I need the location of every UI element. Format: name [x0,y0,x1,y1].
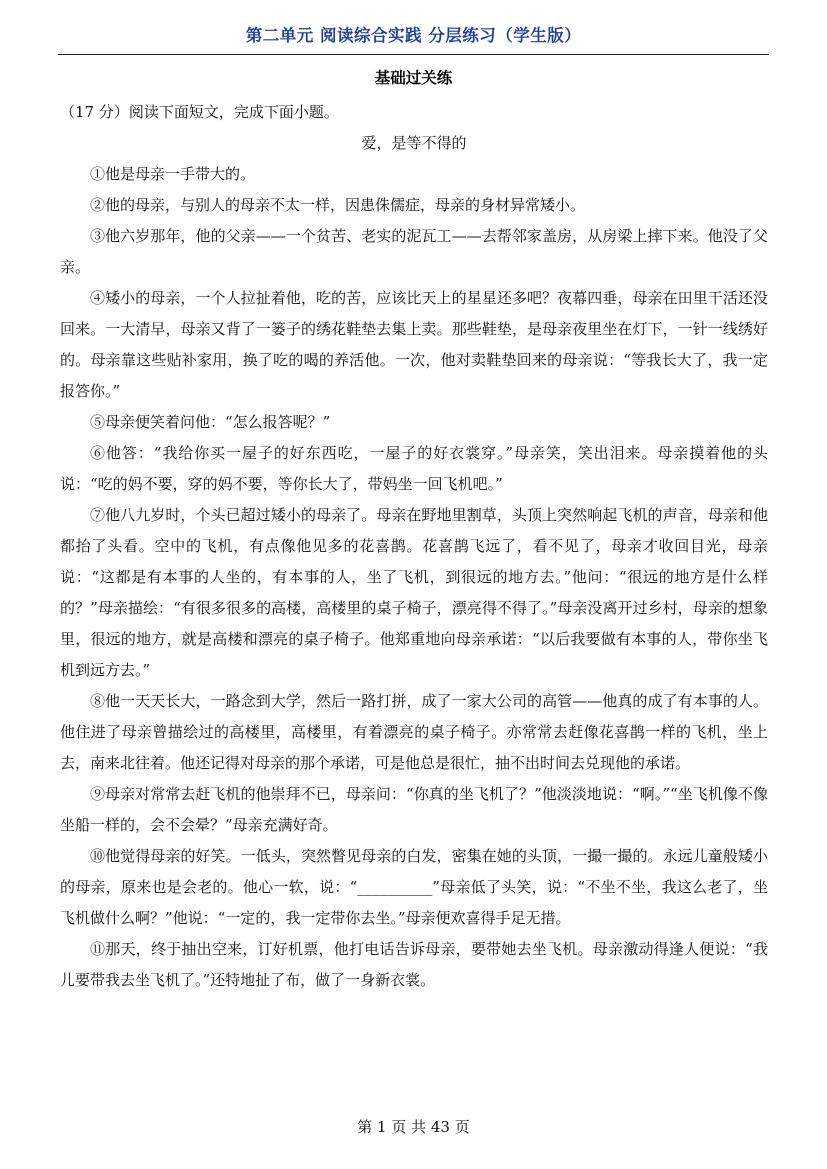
paragraph-7: ⑦他八九岁时，个头已超过矮小的母亲了。母亲在野地里割草，头顶上突然响起飞机的声音，母亲和他都抬了头看。空中的飞机，有点像他见多的花喜鹊。花喜鹊飞远了，看不见了，母亲才收回目光，母亲说：“这都是有本事的人坐的，有本事的人，坐了飞机，到很远的地方去。”他问：“很远的地方是什么样的？”母亲描绘：“有很多很多的高楼，高楼里的桌子椅子，漂亮得不得了。”母亲没离开过乡村，母亲的想象里，很远的地方，就是高楼和漂亮的桌子椅子。他郑重地向母亲承诺：“以后我要做有本事的人，带你坐飞机到远方去。” [60,506,768,679]
paragraph-11: ⑪那天，终于抽出空来，订好机票，他打电话告诉母亲，要带她去坐飞机。母亲激动得逢人便说：“我儿要带我去坐飞机了。”还特地扯了布，做了一身新衣裳。 [60,940,768,989]
paragraph-3: ③他六岁那年，他的父亲——一个贫苦、老实的泥瓦工——去帮邻家盖房，从房梁上摔下来。他没了父亲。 [60,227,768,276]
paragraph-4: ④矮小的母亲，一个人拉扯着他，吃的苦，应该比天上的星星还多吧？夜幕四垂，母亲在田里干活还没回来。一大清早，母亲又背了一篓子的绣花鞋垫去集上卖。那些鞋垫，是母亲夜里坐在灯下，一针一线绣好的。母亲靠这些贴补家用，换了吃的喝的养活他。一次，他对卖鞋垫回来的母亲说：“等我长大了，我一定报答你。” [60,289,768,400]
question-intro: （17 分）阅读下面短文，完成下面小题。 [60,103,339,121]
paragraph-8: ⑧他一天天长大，一路念到大学，然后一路打拼，成了一家大公司的高管——他真的成了有本事的人。他住进了母亲曾描绘过的高楼里，高楼里，有着漂亮的桌子椅子。亦常常去赶像花喜鹊一样的飞机，坐上去，南来北往着。他还记得对母亲的那个承诺，可是他总是很忙，抽不出时间去兑现他的承诺。 [60,692,768,772]
paragraph-1: ①他是母亲一手带大的。 [90,165,256,183]
paragraph-10: ⑩他觉得母亲的好笑。一低头，突然瞥见母亲的白发，密集在她的头顶，一撮一撮的。永远儿童般矮小的母亲，原来也是会老的。他心一软，说：“__________”母亲低了头笑，说：“不坐不坐，我这么老了，坐飞机做什么啊？”他说：“一定的，我一定带你去坐。”母亲便欢喜得手足无措。 [60,847,768,927]
section-title: 基础过关练 [374,69,453,87]
story-title: 爱，是等不得的 [361,134,467,152]
page-header-title: 第二单元 阅读综合实践 分层练习（学生版） [245,26,582,45]
paragraph-6: ⑥他答：“我给你买一屋子的好东西吃，一屋子的好衣裳穿。”母亲笑，笑出泪来。母亲摸着他的头说：“吃的妈不要，穿的妈不要，等你长大了，带妈坐一回飞机吧。” [60,444,768,493]
header-divider [58,54,769,55]
paragraph-9: ⑨母亲对常常去赶飞机的他崇拜不已，母亲问：“你真的坐飞机了？”他淡淡地说：“啊。”“坐飞机像不像坐船一样的，会不会晕？”母亲充满好奇。 [60,785,768,834]
paragraph-2: ②他的母亲，与别人的母亲不太一样，因患侏儒症，母亲的身材异常矮小。 [90,196,586,214]
exercise-body [60,97,768,996]
paragraph-5: ⑤母亲便笑着问他：“怎么报答呢？” [90,413,331,431]
page-number: 第 1 页 共 43 页 [357,1118,470,1136]
